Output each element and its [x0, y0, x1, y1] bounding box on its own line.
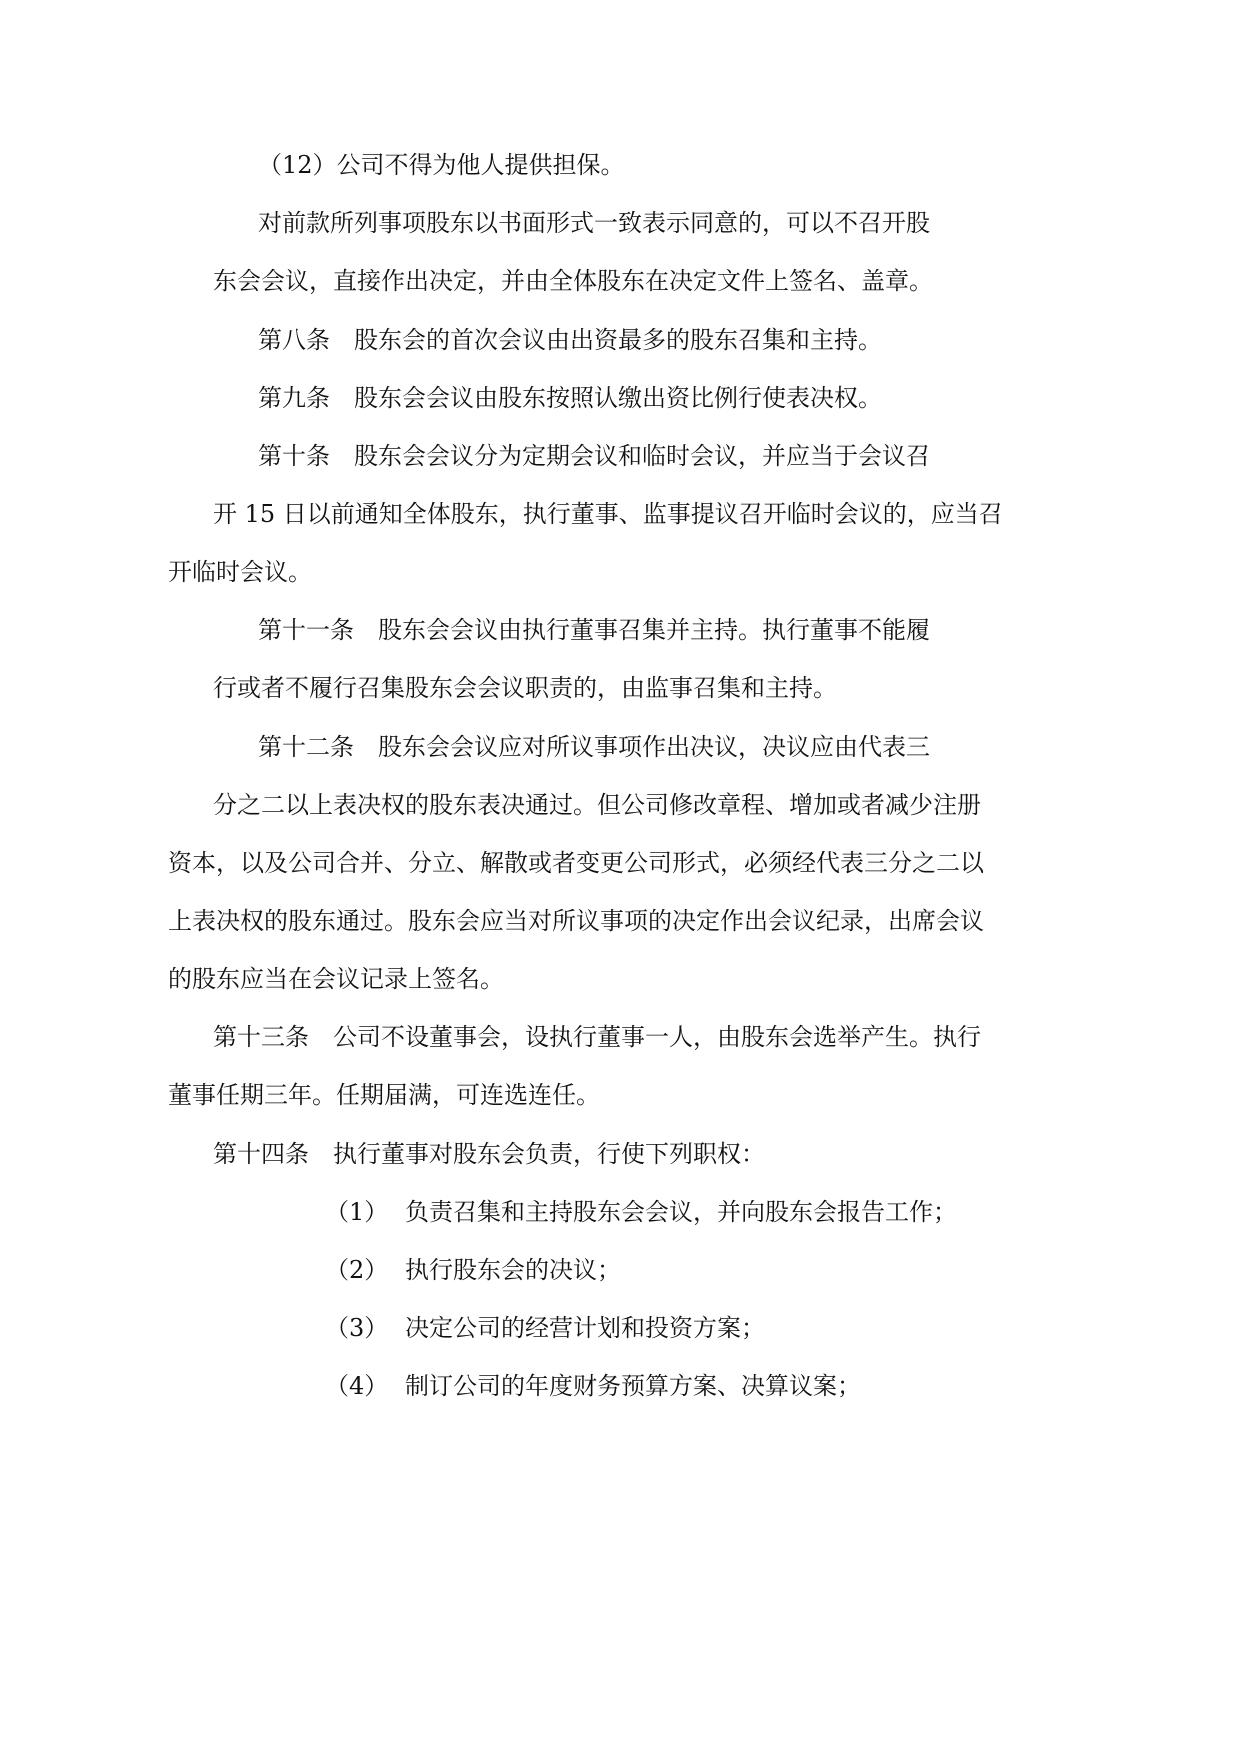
list-item-number: （1） [325, 1198, 389, 1226]
paragraph-line: 分之二以上表决权的股东表决通过。但公司修改章程、增加或者减少注册 [213, 791, 981, 819]
paragraph-line: 东会会议，直接作出决定，并由全体股东在决定文件上签名、盖章。 [213, 267, 933, 295]
paragraph-line: 董事任期三年。任期届满，可连选连任。 [168, 1081, 600, 1109]
paragraph-line: （12）公司不得为他人提供担保。 [258, 151, 625, 179]
list-item-number: （3） [325, 1314, 389, 1342]
article-13-line: 第十三条 公司不设董事会，设执行董事一人，由股东会选举产生。执行 [213, 1023, 981, 1051]
list-item-text: 决定公司的经营计划和投资方案； [405, 1314, 765, 1342]
paragraph-line: 的股东应当在会议记录上签名。 [168, 965, 504, 993]
article-9-line: 第九条 股东会会议由股东按照认缴出资比例行使表决权。 [258, 384, 882, 412]
paragraph-line: 开 15 日以前通知全体股东，执行董事、监事提议召开临时会议的，应当召 [213, 500, 1003, 528]
list-item-text: 负责召集和主持股东会会议，并向股东会报告工作； [405, 1198, 957, 1226]
paragraph-line: 上表决权的股东通过。股东会应当对所议事项的决定作出会议纪录，出席会议 [168, 907, 984, 935]
article-12-line: 第十二条 股东会会议应对所议事项作出决议，决议应由代表三 [258, 733, 930, 761]
article-8-line: 第八条 股东会的首次会议由出资最多的股东召集和主持。 [258, 326, 882, 354]
paragraph-line: 对前款所列事项股东以书面形式一致表示同意的，可以不召开股 [258, 209, 930, 237]
paragraph-line: 资本，以及公司合并、分立、解散或者变更公司形式，必须经代表三分之二以 [168, 849, 984, 877]
list-item-text: 制订公司的年度财务预算方案、决算议案； [405, 1372, 861, 1400]
article-11-line: 第十一条 股东会会议由执行董事召集并主持。执行董事不能履 [258, 616, 930, 644]
list-item-text: 执行股东会的决议； [405, 1256, 621, 1284]
article-10-line: 第十条 股东会会议分为定期会议和临时会议，并应当于会议召 [258, 442, 930, 470]
list-item-number: （2） [325, 1256, 389, 1284]
paragraph-line: 开临时会议。 [168, 558, 312, 586]
list-item-number: （4） [325, 1372, 389, 1400]
paragraph-line: 行或者不履行召集股东会会议职责的，由监事召集和主持。 [213, 674, 837, 702]
article-14-line: 第十四条 执行董事对股东会负责，行使下列职权： [213, 1140, 765, 1168]
